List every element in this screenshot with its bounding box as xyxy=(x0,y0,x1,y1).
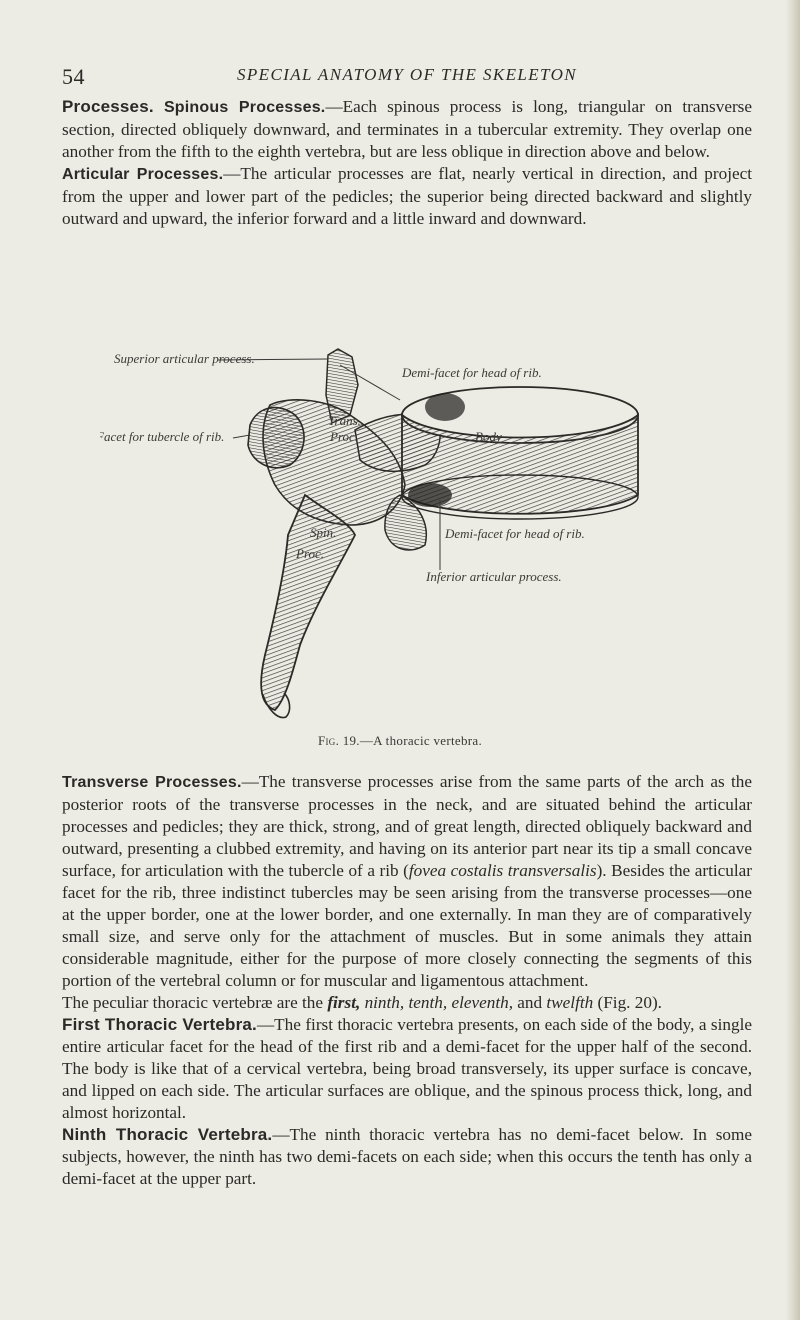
ninth-thoracic-paragraph xyxy=(62,1124,752,1190)
articular-heading: Articular Processes. xyxy=(62,166,224,183)
label-demi-facet-top: Demi-facet for head of rib. xyxy=(402,365,542,380)
transverse-process-shape xyxy=(248,408,304,468)
and-word: and xyxy=(513,993,547,1012)
caption-text: —A thoracic vertebra. xyxy=(359,733,483,748)
ninth-thoracic-heading: Ninth Thoracic Vertebra. xyxy=(62,1125,273,1144)
articular-paragraph xyxy=(62,163,752,230)
twelfth-term: twelfth xyxy=(546,993,594,1012)
label-superior-articular: Superior articular process. xyxy=(114,351,255,366)
label-facet-tubercle: Facet for tubercle of rib. xyxy=(100,429,225,444)
spinous-paragraph xyxy=(62,96,752,163)
page-edge xyxy=(786,0,800,1320)
first-thoracic-text: —The first thoracic vertebra presents, on each side of the body, a single entire articular facet for the head of the first rib and a demi-facet for the upper half of the second. The body is like that of a cervical vertebra, being broad transversely, its upper surface is concave, and lipped on each side. The articular surfaces are oblique, and the spinous process thick, long, and almost horizontal. xyxy=(62,1015,752,1122)
articular-text: —The articular processes are flat, nearly vertical in direction, and project from the upper and lower part of the pedicles; the superior being directed backward and slightly outward and upward, the inferior forward and a little inward and downward. xyxy=(62,164,752,228)
running-head: SPECIAL ANATOMY OF THE SKELETON xyxy=(236,65,577,84)
body-section xyxy=(62,771,752,1190)
caption-label: Fig. 19. xyxy=(317,733,360,748)
ninth-thoracic-text: —The ninth thoracic vertebra has no demi-facet below. In some subjects, however, the ninth has two demi-facets on each side; when this occurs the tenth has only a demi-facet at the upper part. xyxy=(62,1125,752,1188)
spinous-process-shape xyxy=(261,495,355,718)
vertebra-illustration xyxy=(100,345,720,725)
peculiar-paragraph xyxy=(62,992,752,1014)
label-body: Body xyxy=(475,429,502,444)
transverse-text-1: —The transverse processes arise from the same parts of the arch as the posterior roots of the transverse processes in the neck, and are situated behind the articular processes and pedicles; they are thick, strong, and of great length, directed obliquely backward and outward, presenting a clubbed extremity, and having on its anterior part near its tip a small concave surface, for articulation with the tubercle of a rib ( xyxy=(62,772,752,880)
spinous-heading: Spinous Processes. xyxy=(163,99,326,116)
figure-caption xyxy=(0,733,800,749)
peculiar-text-2: (Fig. 20). xyxy=(593,993,662,1012)
transverse-heading: Transverse Processes. xyxy=(62,774,242,791)
page-number: 54 xyxy=(62,64,85,89)
processes-heading: Processes. xyxy=(62,97,154,116)
transverse-paragraph xyxy=(62,771,752,992)
intro-section xyxy=(62,96,752,230)
vertebra-figure xyxy=(100,345,720,725)
label-proc: Proc. xyxy=(330,429,359,444)
transverse-text-2: ). Besides the articular facet for the rib, three indistinct tubercles may be seen arising from the transverse processes—one at the upper border, one at the lower border, and one externally. In man they are of comparatively small size, and serve only for the attachment of muscles. But in some animals they attain considerable magnitude, either for the purpose of more closely connecting the segments of this portion of the vertebral column or for muscular and ligamentous attachment. xyxy=(62,861,752,990)
label-spin: Spin. xyxy=(310,525,337,540)
label-proc-spin: Proc. xyxy=(296,546,325,561)
first-thoracic-paragraph xyxy=(62,1014,752,1124)
first-thoracic-heading: First Thoracic Vertebra. xyxy=(62,1015,257,1034)
spinous-text: —Each spinous process is long, triangular on transverse section, directed obliquely downward, and terminates in a tubercular extremity. They overlap one another from the fifth to the eighth vertebra, but are less oblique in direction above and below. xyxy=(62,97,753,161)
label-demi-facet-bottom: Demi-facet for head of rib. xyxy=(445,526,585,541)
page-header xyxy=(62,64,752,92)
label-inferior-articular: Inferior articular process. xyxy=(426,569,562,584)
ninth-etc-term: ninth, tenth, eleventh, xyxy=(360,993,513,1012)
label-trans: Trans. xyxy=(328,413,361,428)
first-term: first, xyxy=(327,993,361,1012)
peculiar-text-1: The peculiar thoracic vertebræ are the xyxy=(62,993,328,1012)
fovea-term: fovea costalis transversalis xyxy=(408,861,597,880)
